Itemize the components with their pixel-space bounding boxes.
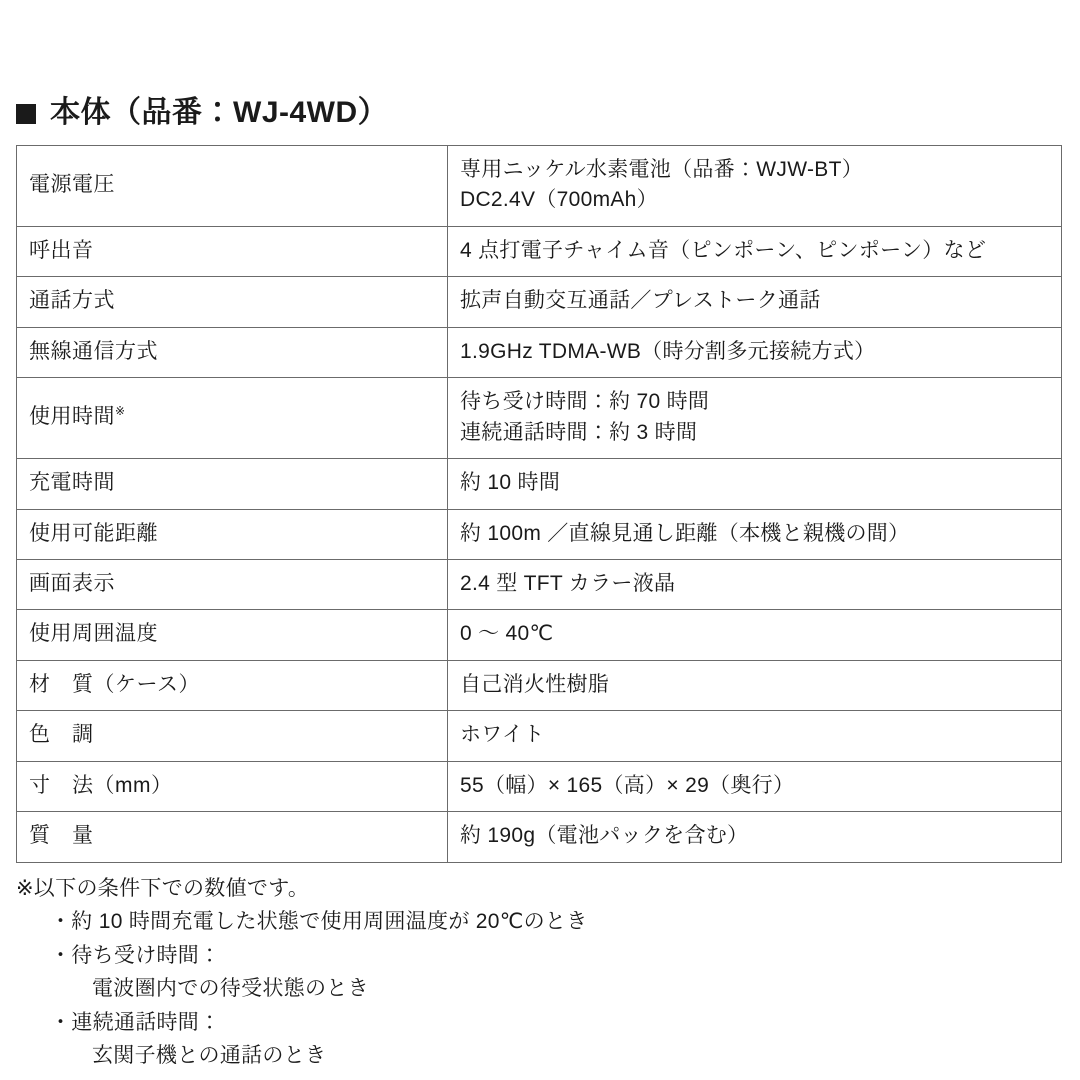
row-value [448,559,1062,609]
row-label [17,711,448,761]
footnote-line: ※以下の条件下での数値です。 [16,876,310,900]
row-value-line: 連続通話時間：約 3 時間 [460,420,698,444]
footnote-marker: ※ [115,404,126,419]
row-value-line: 1.9GHz TDMA-WB（時分割多元接続方式） [460,339,876,363]
row-label [17,660,448,710]
row-value [448,711,1062,761]
table-row [17,711,1062,761]
table-row [17,459,1062,509]
row-value [448,378,1062,459]
table-row [17,509,1062,559]
row-label [17,459,448,509]
table-row [17,761,1062,811]
row-label [17,812,448,862]
row-label-text: 使用周囲温度 [29,622,158,646]
footnotes [16,873,1064,1072]
row-label [17,327,448,377]
row-value [448,226,1062,276]
specification-table [16,145,1062,863]
row-value-line: 約 10 時間 [460,471,561,495]
row-value [448,660,1062,710]
row-label-text: 質 量 [29,824,94,848]
row-value [448,761,1062,811]
row-value-line: ホワイト [460,723,545,747]
row-value-line: 約 100m ／直線見通し距離（本機と親機の間） [460,521,910,545]
row-label [17,509,448,559]
row-label [17,610,448,660]
row-label-text: 充電時間 [29,471,115,495]
row-value-line: 拡声自動交互通話／プレストーク通話 [460,289,821,313]
row-value [448,277,1062,327]
table-row [17,610,1062,660]
row-value-line: DC2.4V（700mAh） [460,188,658,212]
square-bullet-icon [16,104,36,124]
row-label-text: 使用可能距離 [29,521,158,545]
table-row [17,378,1062,459]
specification-table-body [17,146,1062,863]
row-value-line: 自己消火性樹脂 [460,672,610,696]
table-row [17,146,1062,227]
row-value [448,327,1062,377]
footnote-line: ・連続通話時間： [50,1010,221,1034]
row-label [17,559,448,609]
row-value-line: 専用ニッケル水素電池（品番：WJW-BT） [460,158,863,181]
row-label-text: 材 質（ケース） [29,672,200,696]
footnote-line: 電波圏内での待受状態のとき [92,977,369,1001]
table-row [17,660,1062,710]
table-row [17,812,1062,862]
table-row [17,327,1062,377]
row-label [17,277,448,327]
page-title [16,96,1064,129]
row-label-text: 寸 法（mm） [29,773,173,797]
row-value [448,146,1062,227]
page-title-text: 本体（品番：WJ-4WD） [50,96,389,129]
table-row [17,277,1062,327]
row-label [17,378,448,459]
row-label-text: 色 調 [29,723,94,747]
footnote-line: ・待ち受け時間： [50,943,221,967]
row-value [448,812,1062,862]
row-label-text: 電源電圧 [29,173,115,197]
footnote-line: ・約 10 時間充電した状態で使用周囲温度が 20℃のとき [50,910,588,934]
table-row [17,559,1062,609]
row-value-line: 2.4 型 TFT カラー液晶 [460,571,676,595]
row-label-text: 使用時間 [29,405,115,429]
row-value-line: 0 ～ 40℃ [460,622,554,646]
row-label-text: 呼出音 [29,238,94,262]
row-label-text: 無線通信方式 [29,339,158,363]
row-value [448,459,1062,509]
table-row [17,226,1062,276]
row-label [17,146,448,227]
row-value [448,610,1062,660]
row-value-line: 約 190g（電池パックを含む） [460,824,749,848]
row-value-line: 55（幅）× 165（高）× 29（奥行） [460,773,795,797]
footnote-line: 玄関子機との通話のとき [92,1044,327,1068]
row-label [17,761,448,811]
row-label-text: 画面表示 [29,571,115,595]
row-value [448,509,1062,559]
row-label [17,226,448,276]
row-value-line: 4 点打電子チャイム音（ピンポーン、ピンポーン）など [460,238,987,262]
row-value-line: 待ち受け時間：約 70 時間 [460,390,710,414]
row-label-text: 通話方式 [29,289,115,313]
